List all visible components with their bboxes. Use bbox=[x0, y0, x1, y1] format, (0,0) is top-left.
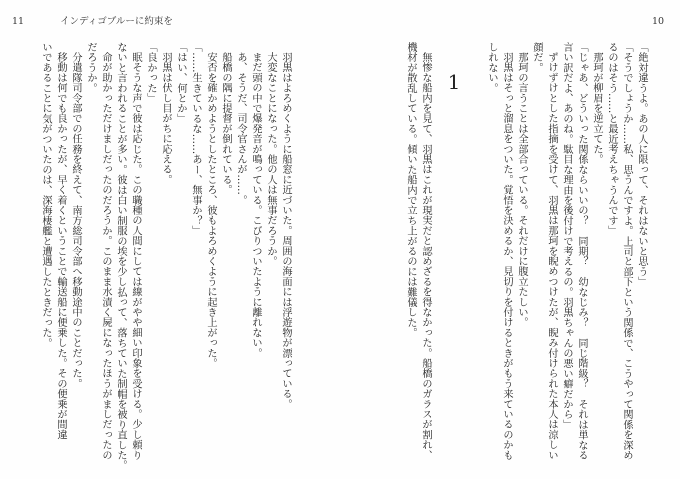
chapter-number: 1 bbox=[447, 70, 461, 94]
text-column: 羽黒はよろめくように船窓に近づいた。周囲の海面には浮遊物が漂っている。 bbox=[280, 52, 291, 410]
text-column: 羽黒は伏し目がちに応える。 bbox=[160, 52, 171, 185]
text-column: 「じゃあ、どういった関係ならいいの？ 同期？ 幼なじみ？ 同じ階級？ それは単なる bbox=[576, 42, 587, 461]
text-column: 大変なことになった。他の人は無事だろうか。 bbox=[265, 52, 276, 267]
text-column: しれない。 bbox=[486, 42, 497, 93]
right-page-number: 10 bbox=[652, 16, 665, 27]
text-column: 機材が散乱している。傾いた船内で立ち上がるのには難儀した。 bbox=[405, 42, 416, 338]
text-column: 「絶対違うよ。あの人に限って、それはないと思う」 bbox=[636, 42, 647, 287]
text-column: 「……生きているな……あー、無事か？」 bbox=[190, 42, 201, 236]
text-column: るのはそう……と最近考えちゃうんです」 bbox=[606, 42, 617, 236]
text-column: いであることに気がついたのは、深海棲艦と遭遇したときだった。 bbox=[40, 42, 51, 348]
text-column: 「そうでしょうか……私、思うんですよ。上司と部下という関係で、こうやって関係を深め bbox=[621, 42, 632, 461]
text-column: 那珂の言うことは全部合っている。それだけに腹立たしい。 bbox=[516, 52, 527, 328]
text-column: 顔だ。 bbox=[531, 42, 542, 73]
text-column: ないと言われることが多い。彼は白い制服の埃を少し払って、落ちていた制帽を被り直した。 bbox=[115, 42, 126, 471]
text-column: 「良かった」 bbox=[145, 42, 156, 104]
text-column: まだ頭の中で爆発音が鳴っている。こびりついたように離れない。 bbox=[250, 52, 261, 359]
text-column: 「はい、何とか」 bbox=[175, 42, 186, 124]
left-page-number: 11 bbox=[12, 16, 25, 27]
text-column: 那珂が柳眉を逆立てた。 bbox=[591, 52, 602, 165]
text-column: 言い訳だよ、あのね。駄目な理由を後付けで考えるの。羽黒ちゃんの悪い癖だから」 bbox=[561, 42, 572, 430]
text-column: あ、そうだ、司令官さんが……。 bbox=[235, 52, 246, 206]
text-column: 命が助かっただけましだったのだろうか。このまま水漬く屍になったほうがましだったの bbox=[100, 52, 111, 461]
text-column: 船橋の隅に提督が倒れている。 bbox=[220, 52, 231, 195]
text-column: 安否を確かめようとしたところ、彼もよろめくように起き上がった。 bbox=[205, 52, 216, 369]
text-column: 眠そうな声で彼は応じた。この職種の人間にしては線がやや細い印象を受ける。少し頼り bbox=[130, 52, 141, 461]
text-column: 無惨な船内を見て、羽黒はこれが現実だと認めざるを得なかった。船橋のガラスが割れ、 bbox=[420, 52, 431, 461]
text-column: 移動は何でも良かったが、早く着くということで輸送船に便乗した。その便乗が間違 bbox=[55, 52, 66, 440]
text-column: だろうか。 bbox=[85, 42, 96, 93]
book-title: インディゴブルーに約束を bbox=[60, 16, 173, 27]
text-column: ずけずけとした指摘を受けて、羽黒は那珂を睨めつけたが、睨み付けられた本人は涼しい bbox=[546, 52, 557, 461]
text-column: 分遣隊司令部での任務を終えて、南方総司令部へ移動途中のことだった。 bbox=[70, 52, 81, 389]
text-column: 羽黒はそっと溜息をついた。覚悟を決めるか、見切りを付けるときがもう来ているのかも bbox=[501, 52, 512, 461]
